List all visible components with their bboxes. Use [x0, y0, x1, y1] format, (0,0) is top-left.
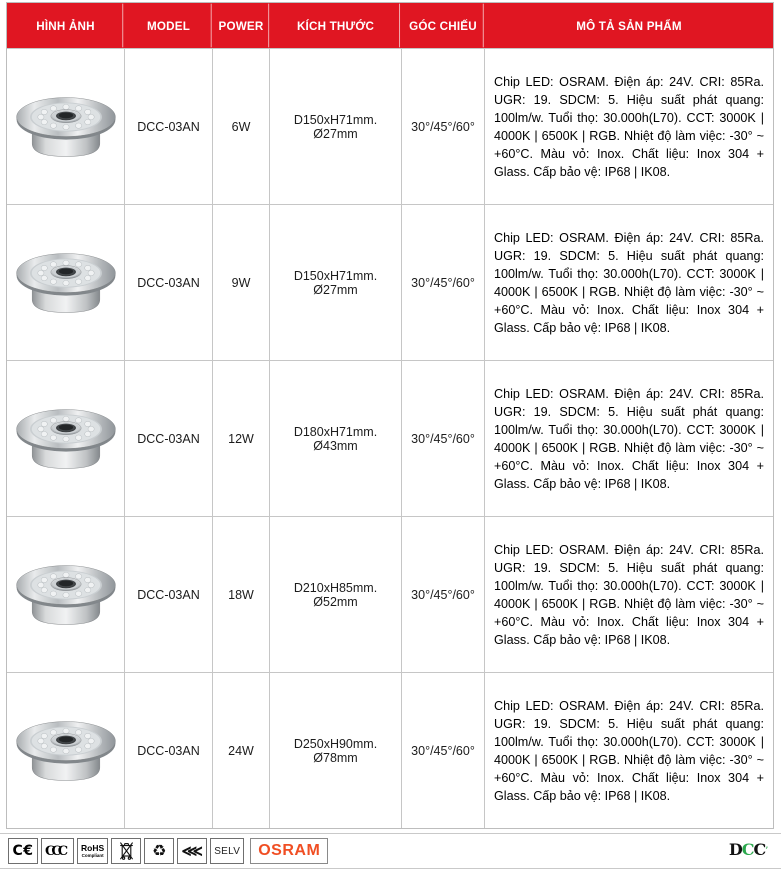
- col-header-model: MODEL: [126, 4, 211, 48]
- angle-cell: 30°/45°/60°: [402, 673, 485, 828]
- fountain-light-image: [14, 239, 118, 327]
- table-row: [7, 48, 773, 204]
- product-photo: [7, 517, 125, 672]
- ce-mark-icon: C€: [8, 838, 38, 864]
- fountain-light-image: [14, 395, 118, 483]
- osram-logo: OSRAM: [250, 838, 328, 864]
- description-cell: Chip LED: OSRAM. Điện áp: 24V. CRI: 85Ra. UGR: 19. SDCM: 5. Hiệu suất phát quang: 100lm/w. Tuổi thọ: 30.000h(L70). CCT: 3000K | 4000K | 6500K | RGB. Nhiệt độ làm việc: -30° ~ +60°C. Màu vỏ: Inox. Chất liệu: Inox 304 + Glass. Cấp bảo vệ: IP68 | IK08.: [494, 698, 764, 803]
- col-header-power: POWER: [214, 4, 269, 48]
- fountain-light-image: [14, 707, 118, 795]
- size-cell: D180xH71mm. Ø43mm: [270, 361, 402, 516]
- power-cell: 9W: [213, 205, 270, 360]
- col-header-size: KÍCH THƯỚC: [272, 4, 400, 48]
- table-header: [7, 3, 773, 48]
- angle-cell: 30°/45°/60°: [402, 517, 485, 672]
- model-cell: DCC-03AN: [125, 361, 213, 516]
- selv-mark-icon: SELV: [210, 838, 244, 864]
- angle-cell: 30°/45°/60°: [402, 205, 485, 360]
- divider-line: [0, 868, 781, 869]
- certification-strip: [8, 838, 328, 864]
- product-photo: [7, 49, 125, 204]
- size-cell: D150xH71mm. Ø27mm: [270, 49, 402, 204]
- fountain-light-image: [14, 83, 118, 171]
- table-row: [7, 516, 773, 672]
- product-table: [6, 2, 774, 829]
- description-cell: Chip LED: OSRAM. Điện áp: 24V. CRI: 85Ra. UGR: 19. SDCM: 5. Hiệu suất phát quang: 100lm/w. Tuổi thọ: 30.000h(L70). CCT: 3000K | 4000K | 6500K | RGB. Nhiệt độ làm việc: -30° ~ +60°C. Màu vỏ: Inox. Chất liệu: Inox 304 + Glass. Cấp bảo vệ: IP68 | IK08.: [494, 386, 764, 491]
- divider-line: [0, 833, 781, 834]
- fountain-light-image: [14, 551, 118, 639]
- model-cell: DCC-03AN: [125, 49, 213, 204]
- product-photo: [7, 673, 125, 828]
- weee-bin-icon: [111, 838, 141, 864]
- model-cell: DCC-03AN: [125, 205, 213, 360]
- power-cell: 12W: [213, 361, 270, 516]
- power-cell: 6W: [213, 49, 270, 204]
- angle-cell: 30°/45°/60°: [402, 49, 485, 204]
- recycle-icon: ♻: [144, 838, 174, 864]
- power-cell: 18W: [213, 517, 270, 672]
- model-cell: DCC-03AN: [125, 673, 213, 828]
- description-cell: Chip LED: OSRAM. Điện áp: 24V. CRI: 85Ra. UGR: 19. SDCM: 5. Hiệu suất phát quang: 100lm/w. Tuổi thọ: 30.000h(L70). CCT: 3000K | 4000K | 6500K | RGB. Nhiệt độ làm việc: -30° ~ +60°C. Màu vỏ: Inox. Chất liệu: Inox 304 + Glass. Cấp bảo vệ: IP68 | IK08.: [494, 230, 764, 335]
- angle-cell: 30°/45°/60°: [402, 361, 485, 516]
- model-cell: DCC-03AN: [125, 517, 213, 672]
- product-photo: [7, 205, 125, 360]
- size-cell: D250xH90mm. Ø78mm: [270, 673, 402, 828]
- dcc-brand-logo: $DCC^ʼ$: [728, 840, 768, 859]
- table-row: [7, 204, 773, 360]
- power-cell: 24W: [213, 673, 270, 828]
- size-cell: D210xH85mm. Ø52mm: [270, 517, 402, 672]
- description-cell: Chip LED: OSRAM. Điện áp: 24V. CRI: 85Ra. UGR: 19. SDCM: 5. Hiệu suất phát quang: 100lm/w. Tuổi thọ: 30.000h(L70). CCT: 3000K | 4000K | 6500K | RGB. Nhiệt độ làm việc: -30° ~ +60°C. Màu vỏ: Inox. Chất liệu: Inox 304 + Glass. Cấp bảo vệ: IP68 | IK08.: [494, 74, 764, 179]
- product-photo: [7, 361, 125, 516]
- table-row: [7, 360, 773, 516]
- size-cell: D150xH71mm. Ø27mm: [270, 205, 402, 360]
- table-row: [7, 672, 773, 828]
- col-header-description: MÔ TẢ SẢN PHẨM: [576, 18, 682, 33]
- rohs-mark-icon: RoHS Compliant: [77, 838, 108, 864]
- col-header-angle: GÓC CHIẾU: [403, 4, 484, 48]
- description-cell: Chip LED: OSRAM. Điện áp: 24V. CRI: 85Ra. UGR: 19. SDCM: 5. Hiệu suất phát quang: 100lm/w. Tuổi thọ: 30.000h(L70). CCT: 3000K | 4000K | 6500K | RGB. Nhiệt độ làm việc: -30° ~ +60°C. Màu vỏ: Inox. Chất liệu: Inox 304 + Glass. Cấp bảo vệ: IP68 | IK08.: [494, 542, 764, 647]
- ccc-mark-icon: CCC: [41, 838, 74, 864]
- ccc-energy-icon: ⋘: [177, 838, 207, 864]
- col-header-image: HÌNH ẢNH: [9, 4, 123, 48]
